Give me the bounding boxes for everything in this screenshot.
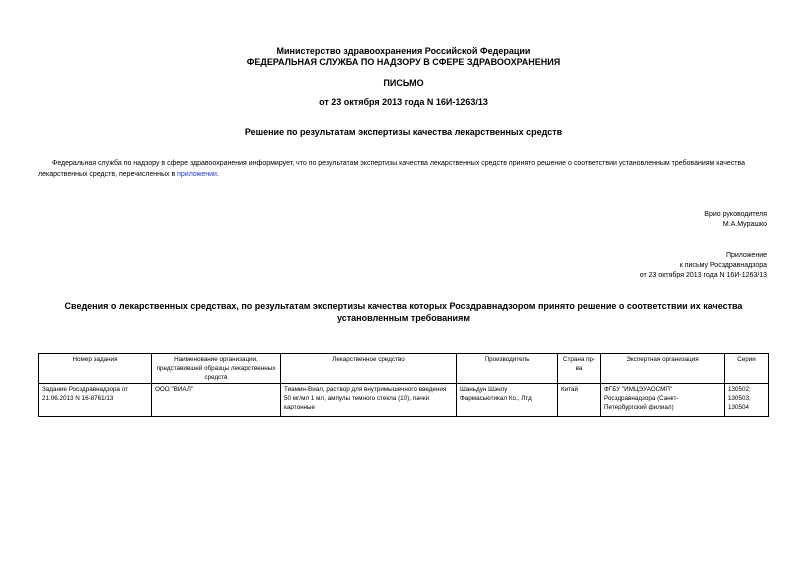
appendix-reference: к письму Росздравнадзора: [679, 262, 767, 269]
doc-type: ПИСЬМО: [383, 78, 424, 88]
table-cell: Тиамин-Виал, раствор для внутримышечного введения 50 мг/мл 1 мл, ампулы темного стекла (10), пачки картонные: [281, 384, 457, 417]
body-text: Федеральная служба по надзору в сфере здравоохранения информирует, что по результатам экспертизы качества лекарственных средств принято решение о соответствии установленным требованиям качества лекарственных средств, перечисленных в: [38, 160, 746, 178]
table-cell: ООО "ВИАЛ": [152, 384, 281, 417]
column-header: Номер задания: [39, 354, 152, 384]
table-cell: Шаньдун Шэнлу Фармасьютикал Ко., Лтд: [457, 384, 558, 417]
body-paragraph: [38, 158, 768, 180]
appendix-date: от 23 октября 2013 года N 16И-1263/13: [639, 272, 767, 279]
table-cell: ФГБУ "ИМЦЭУАОСМП" Росздравнадзора (Санкт-Петербургский филиал): [601, 384, 725, 417]
column-header: Наименование организации, представившей образцы лекарственных средств: [152, 354, 281, 384]
column-header: Производитель: [457, 354, 558, 384]
doc-subject: Решение по результатам экспертизы качества лекарственных средств: [244, 127, 563, 137]
signature-position: Врио руководителя: [704, 211, 767, 218]
table-row: [39, 384, 769, 417]
appendix-label: Приложение: [725, 252, 767, 259]
table-cell: Задание Росздравнадзора от 21.06.2013 N 16-8761/13: [39, 384, 152, 417]
signature-name: М.А.Мурашко: [722, 221, 767, 228]
appendix-title-line2: установленным требованиям: [336, 313, 470, 323]
table-header-row: [39, 354, 769, 384]
column-header: Страна пр-ва: [558, 354, 601, 384]
table-cell: 130502; 130503; 130504: [725, 384, 769, 417]
appendix-title-line1: Сведения о лекарственных средствах, по результатам экспертизы качества которых Росздравнадзором принято решение о соответствии их качества: [64, 301, 743, 311]
body-end: .: [216, 171, 219, 178]
column-header: Экспертная организация: [601, 354, 725, 384]
column-header: Лекарственное средство: [281, 354, 457, 384]
service-name: ФЕДЕРАЛЬНАЯ СЛУЖБА ПО НАДЗОРУ В СФЕРЕ ЗДРАВООХРАНЕНИЯ: [246, 57, 561, 67]
ministry-name: Министерство здравоохранения Российской Федерации: [276, 46, 531, 56]
appendix-link[interactable]: приложении: [177, 171, 217, 178]
table-cell: Китай: [558, 384, 601, 417]
column-header: Серии: [725, 354, 769, 384]
doc-date-number: от 23 октября 2013 года N 16И-1263/13: [319, 97, 488, 107]
medicines-table: [38, 353, 769, 417]
